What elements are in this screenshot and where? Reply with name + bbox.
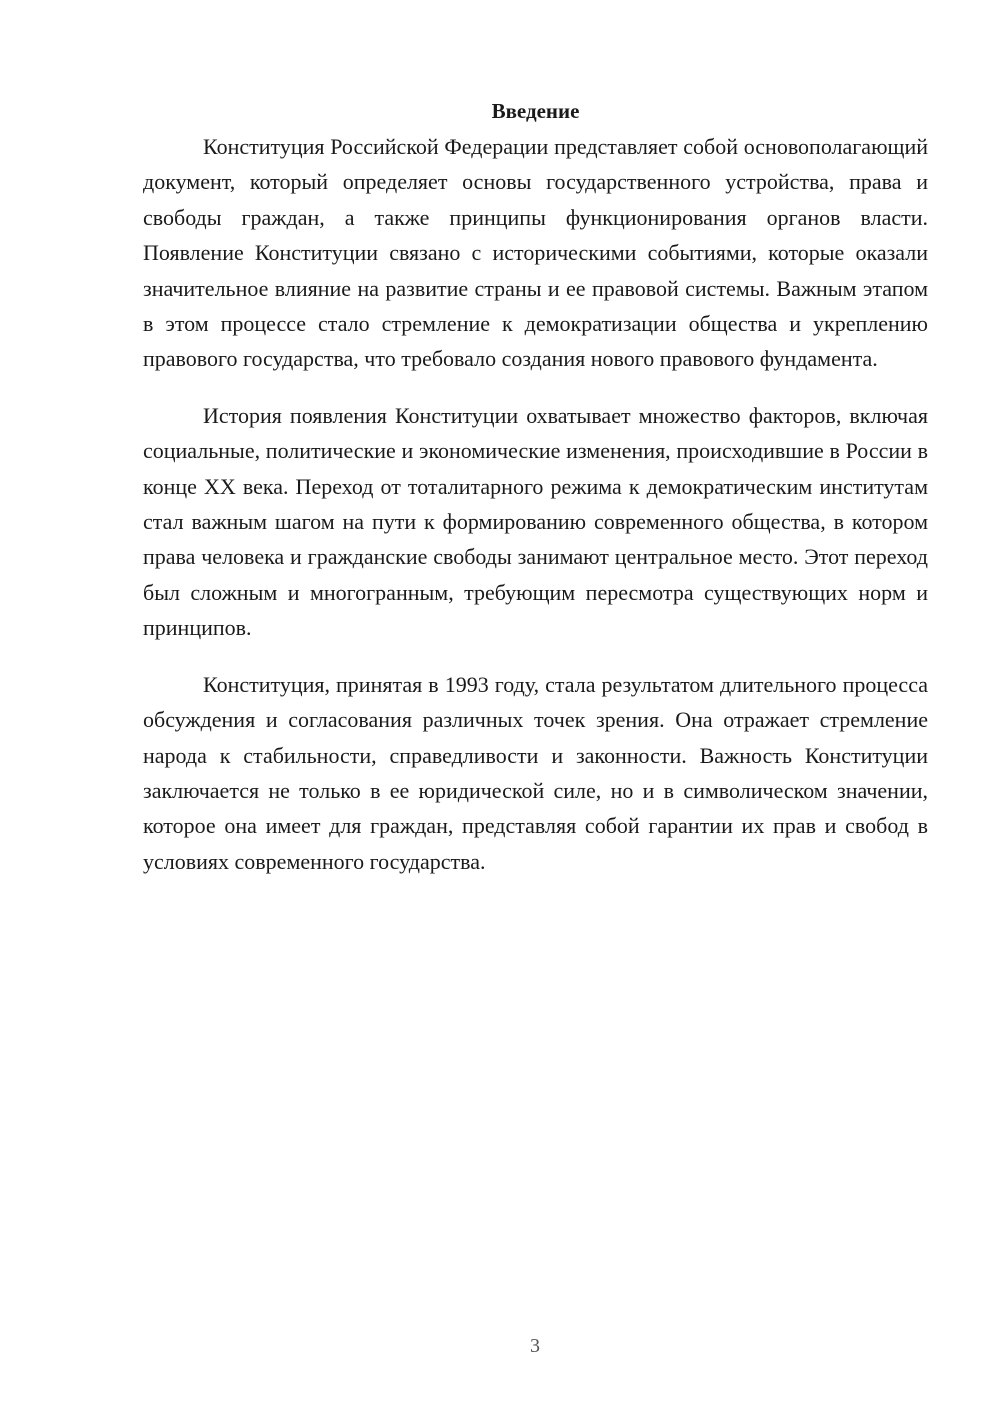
paragraph-3: Конституция, принятая в 1993 году, стала результатом длительного процесса обсуждения и согласования различных точек зрения. Она отражает стремление народа к стабильности, справедливости и законности. Важность Конституции заключается не только в ее юридической силе, но и в символическом значении, которое она имеет для граждан, представляя собой гарантии их прав и свобод в условиях современного государства. <box>143 671 928 874</box>
paragraph-1: Конституция Российской Федерации представляет собой основополагающий документ, который определяет основы государственного устройства, права и свободы граждан, а также принципы функционирования органов власти. Появление Конституции связано с историческими событиями, которые оказали значительное влияние на развитие страны и ее правовой системы. Важным этапом в этом процессе стало стремление к демократизации общества и укреплению правового государства, что требовало создания нового правового фундамента. <box>143 134 928 372</box>
page-content <box>143 96 928 900</box>
page-number: 3 <box>530 1335 540 1357</box>
paragraph-2: История появления Конституции охватывает множество факторов, включая социальные, политические и экономические изменения, происходившие в России в конце XX века. Переход от тоталитарного режима к демократическим институтам стал важным шагом на пути к формированию современного общества, в котором права человека и гражданские свободы занимают центральное место. Этот переход был сложным и многогранным, требующим пересмотра существующих норм и принципов. <box>143 402 928 641</box>
section-title: Введение <box>491 99 580 123</box>
